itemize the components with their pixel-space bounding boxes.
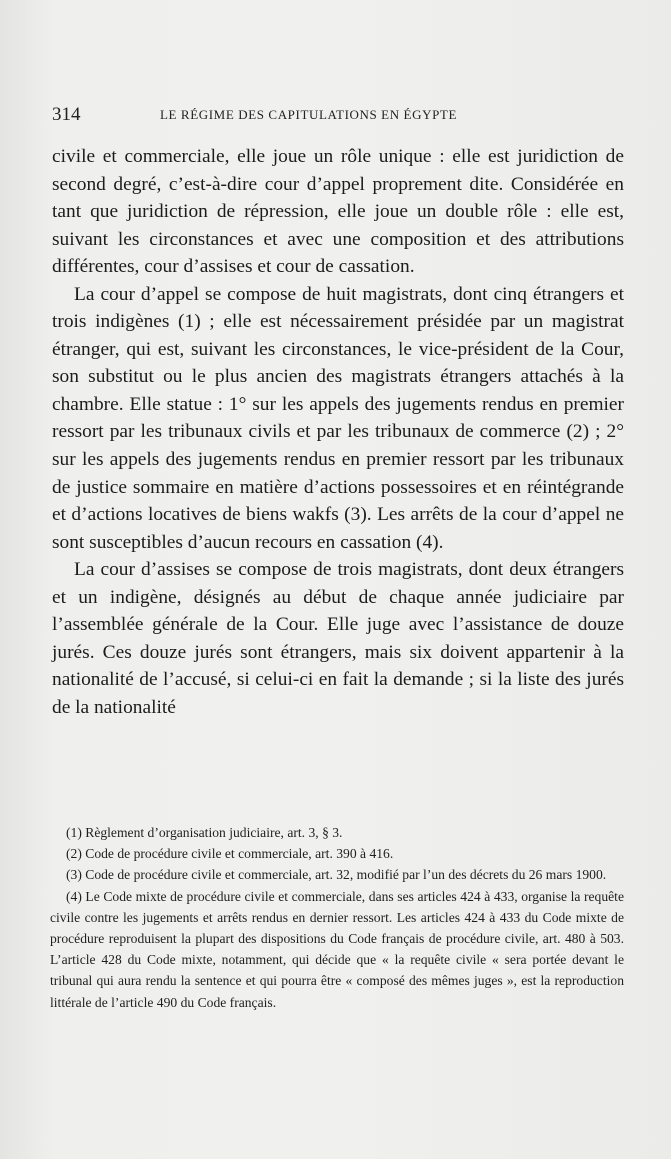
footnotes xyxy=(50,822,624,1013)
running-title: LE RÉGIME DES CAPITULATIONS EN ÉGYPTE xyxy=(160,107,457,122)
paragraph-2: La cour d’appel se compose de huit magistrats, dont cinq étrangers et trois indigènes (1) ; elle est nécessairement présidée par un magistrat étranger, qui est, suivant les circonstances, le vice-président de la Cour, son substitut ou le plus ancien des magistrats étrangers attachés à la chambre. Elle statue : 1° sur les appels des jugements rendus en premier ressort par les tribunaux civils et par les tribunaux de commerce (2) ; 2° sur les appels des jugements rendus en premier ressort par les tribunaux de justice sommaire en matière d’actions possessoires et en réintégrande et d’actions locatives de biens wakfs (3). Les arrêts de la cour d’appel ne sont susceptibles d’aucun recours en cassation (4). xyxy=(52,283,624,553)
page-number: 314 xyxy=(52,104,81,125)
footnote-4: (4) Le Code mixte de procédure civile et commerciale, dans ses articles 424 à 433, organise la requête civile contre les jugements et arrêts rendus en dernier ressort. Les articles 424 à 433 du Code mixte de procédure reproduisent la plupart des dispositions du Code français de procédure civile, art. 480 à 503. L’article 428 du Code mixte, notamment, qui décide que « la requête civile « sera portée devant le tribunal qui aura rendu la sentence et qui pourra être « composé des mêmes juges », est la reproduction littérale de l’article 490 du Code français. xyxy=(50,888,624,1010)
paragraph-3: La cour d’assises se compose de trois magistrats, dont deux étrangers et un indigène, désignés au début de chaque année judiciaire par l’assemblée générale de la Cour. Elle juge avec l’assistance de douze jurés. Ces douze jurés sont étrangers, mais six doivent appartenir à la nationalité de l’accusé, si celui-ci en fait la demande ; si la liste des jurés de la nationalité xyxy=(52,559,624,718)
page-header xyxy=(52,104,624,124)
footnote-3: (3) Code de procédure civile et commerciale, art. 32, modifié par l’un des décrets du 26 mars 1900. xyxy=(66,867,607,883)
footnote-1: (1) Règlement d’organisation judiciaire, art. 3, § 3. xyxy=(66,825,343,840)
footnote-2: (2) Code de procédure civile et commerciale, art. 390 à 416. xyxy=(66,846,394,862)
main-text xyxy=(52,143,624,721)
paragraph-1: civile et commerciale, elle joue un rôle unique : elle est juridiction de second degré, c’est-à-dire cour d’appel proprement dite. Considérée en tant que juridiction de répression, elle joue un double rôle : elle est, suivant les circonstances et avec une composition et des attributions différentes, cour d’assises et cour de cassation. xyxy=(52,146,624,278)
